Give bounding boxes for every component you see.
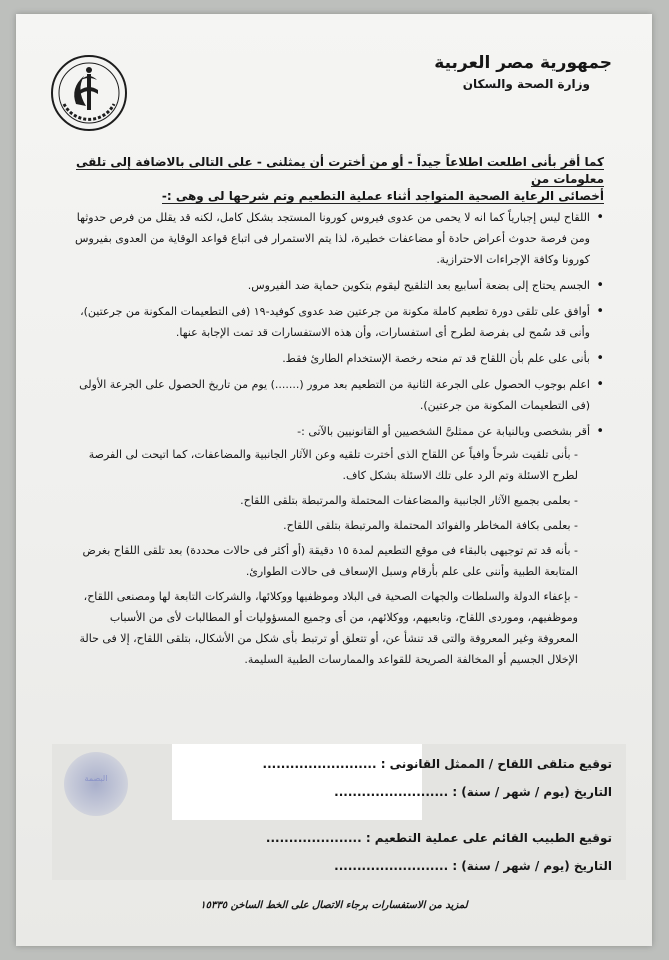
consent-item-declaration: • أقر بشخصى وبالنيابة عن ممثلىَّ الشخصيين أو القانونيين بالآتى :- xyxy=(297,425,590,438)
fingerprint-stamp xyxy=(64,752,128,816)
country-name: جمهورية مصر العربية xyxy=(434,53,612,73)
intro-line-1: كما أقر بأنى اطلعت اطلاعاً جيداً - أو من أخترت أن يمثلنى - على التالى بالاضافة إلى تلقى معلومات من xyxy=(76,155,604,186)
declaration-sub-item: - بعلمى بكافة المخاطر والفوائد المحتملة والمرتبطة بتلقى اللقاح. xyxy=(283,519,578,532)
stamp-label: البصمة xyxy=(84,774,108,783)
consent-item xyxy=(66,421,604,670)
declaration-sub-list xyxy=(66,444,590,670)
consent-item: • اللقاح ليس إجبارياً كما انه لا يحمى من عدوى فيروس كورونا المستجد بشكل كامل، لكنه قد يقلل من فرص حدوثها ومن فرصة حدوث أعراض حادة أو مضاعفات خطيرة، لذا يتم الاستمرار فى اتباع قواعد الوقاية من العدوى بفيروس كورونا وكافة الإجراءات الاحترازية. xyxy=(66,207,604,270)
hotline-footer: لمزيد من الاستفسارات برجاء الاتصال على الخط الساخن ١٥٣٣٥ xyxy=(200,900,468,911)
doctor-date-field[interactable]: التاريخ (يوم / شهر / سنة) : ......................... xyxy=(334,859,612,873)
intro-statement xyxy=(76,154,604,205)
recipient-date-field[interactable]: التاريخ (يوم / شهر / سنة) : ......................... xyxy=(334,785,612,799)
declaration-sub-item: - بعلمى بجميع الآثار الجانبية والمضاعفات المحتملة والمرتبطة بتلقى اللقاح. xyxy=(240,494,578,507)
ministry-logo-icon xyxy=(50,54,128,132)
declaration-sub-item: - بأنه قد تم توجيهى بالبقاء فى موقع التطعيم لمدة ١٥ دقيقة (أو أكثر فى حالات محددة) بعد تلقى اللقاح بغرض المتابعة الطبية وأننى على علم بأرقام وسبل الإسعاف فى حالات الطوارئ. xyxy=(82,544,578,578)
signature-fields xyxy=(262,750,612,880)
consent-item: • أوافق على تلقى دورة تطعيم كاملة مكونة من جرعتين ضد عدوى كوفيد-١٩ (فى التطعيمات المكونة من جرعتين)، وأنى قد سُمح لى بفرصة لطرح أى استفسارات، وأن هذه الاستفسارات قد تمت الإجابة عنها. xyxy=(66,301,604,343)
recipient-signature-field[interactable]: توقيع متلقى اللقاح / الممثل القانونى : ......................... xyxy=(262,757,612,771)
declaration-sub-item: - بأنى تلقيت شرحاً وافياً عن اللقاح الذى أخترت تلقيه وعن الآثار الجانبية والمضاعفات، كما اتيحت لى الفرصة لطرح الاسئلة وتم الرد على تلك الاسئلة بشكل كاف. xyxy=(88,448,578,482)
consent-item: • اعلم بوجوب الحصول على الجرعة الثانية من التطعيم بعد مرور (.......) يوم من تاريخ الحصول على الجرعة الأولى (فى التطعيمات المكونة من جرعتين). xyxy=(66,374,604,416)
consent-item: • الجسم يحتاج إلى بضعة أسابيع بعد التلقيح ليقوم بتكوين حماية ضد الفيروس. xyxy=(66,275,604,296)
consent-item: • بأنى على علم بأن اللقاح قد تم منحه رخصة الإستخدام الطارئ فقط. xyxy=(66,348,604,369)
letterhead xyxy=(352,52,612,94)
signature-section xyxy=(52,744,626,880)
ministry-name: وزارة الصحة والسكان xyxy=(462,77,590,91)
intro-line-2: أخصائى الرعاية الصحية المتواجد أثناء عملية التطعيم وتم شرحها لى وهى :- xyxy=(161,189,604,203)
doctor-signature-field[interactable]: توقيع الطبيب القائم على عملية التطعيم : ..................... xyxy=(265,831,612,845)
consent-items-list xyxy=(66,207,604,675)
declaration-sub-item: - بإعفاء الدولة والسلطات والجهات الصحية فى البلاد وموظفيها ووكلائها، والشركات التابعة لها ومصنعى اللقاح، وموظفيهم، وموردى اللقاح، وتابعيهم، ووكلائهم، من أى وجميع المسؤوليات أو المطالبات لأى من الأسباب المعروفة وغير المعروفة والتى قد تنشأ عن، أو تتعلق أو ترتبط بأى شكل من الأشكال، بتلقى اللقاح، إلا فى حالة الإخلال الجسيم أو المخالفة الصريحة للقواعد والممارسات الطبية السليمة. xyxy=(79,590,578,666)
consent-form-page xyxy=(16,14,652,946)
